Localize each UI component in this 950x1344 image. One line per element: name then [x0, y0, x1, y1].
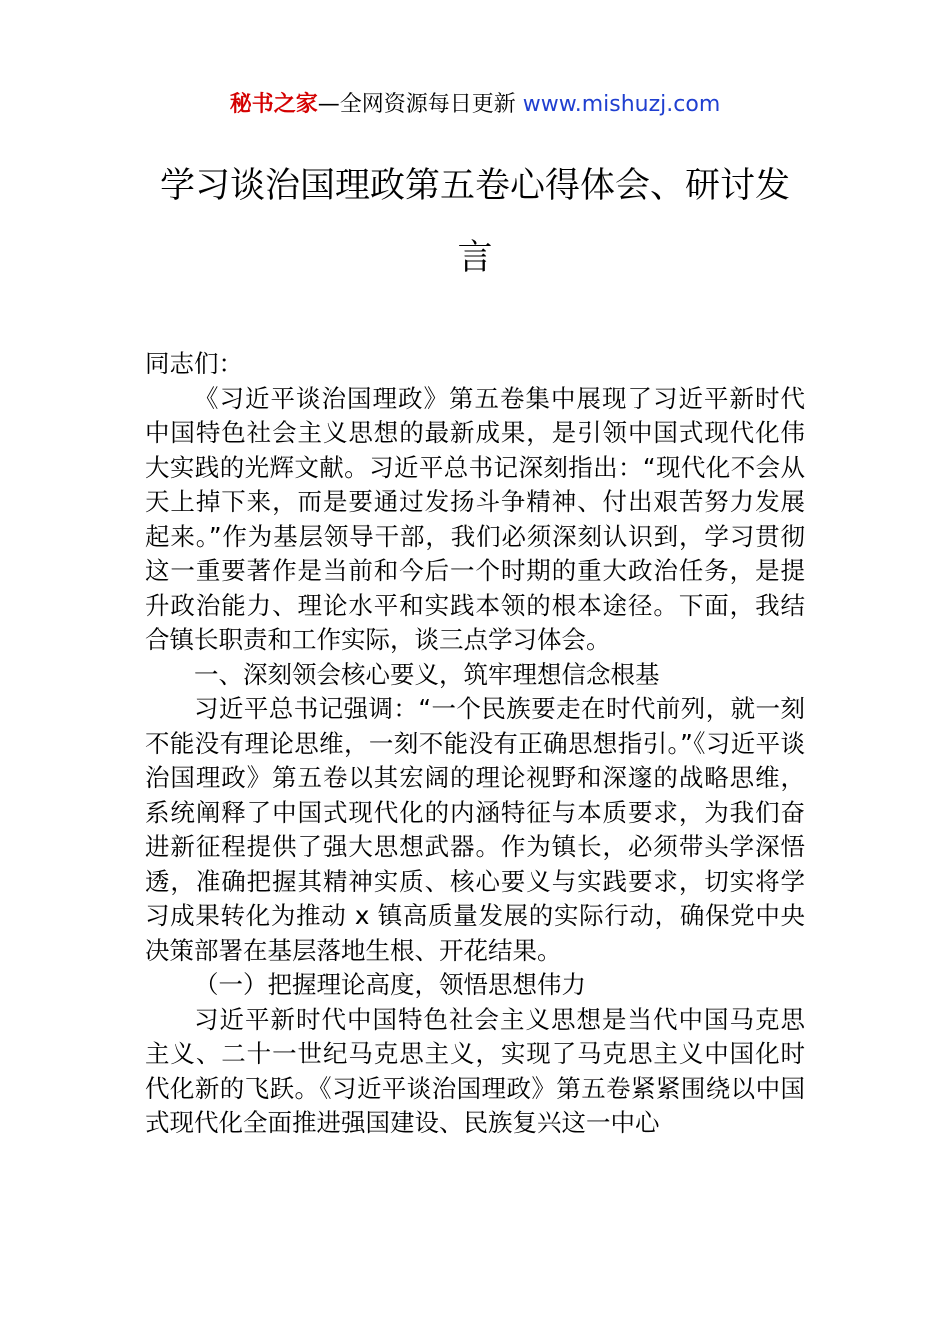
- paragraph-section1: 习近平总书记强调：“一个民族要走在时代前列，就一刻不能没有理论思维，一刻不能没有正确思想指引。”《习近平谈治国理政》第五卷以其宏阔的理论视野和深邃的战略思维，系统阐释了中国式现代化的内涵特征与本质要求，为我们奋进新征程提供了强大思想武器。作为镇长，必须带头学深悟透，准确把握其精神实质、核心要义与实践要求，切实将学习成果转化为推动 x 镇高质量发展的实际行动，确保党中央决策部署在基层落地生根、开花结果。: [145, 694, 805, 965]
- site-url-link[interactable]: www.mishuzj.com: [522, 92, 721, 117]
- paragraph-subsection1: 习近平新时代中国特色社会主义思想是当代中国马克思主义、二十一世纪马克思主义，实现了马克思主义中国化时代化新的飞跃。《习近平谈治国理政》第五卷紧紧围绕以中国式现代化全面推进强国建设、民族复兴这一中心: [145, 1004, 805, 1137]
- header-tagline: —全网资源每日更新: [317, 92, 523, 117]
- site-header: [0, 88, 950, 122]
- subsection-heading: （一）把握理论高度，领悟思想伟力: [194, 970, 586, 999]
- paragraph-intro: 《习近平谈治国理政》第五卷集中展现了习近平新时代中国特色社会主义思想的最新成果，是引领中国式现代化伟大实践的光辉文献。习近平总书记深刻指出：“现代化不会从天上掉下来，而是要通过发扬斗争精神、付出艰苦努力发展起来。”作为基层领导干部，我们必须深刻认识到，学习贯彻这一重要著作是当前和今后一个时期的重大政治任务，是提升政治能力、理论水平和实践本领的根本途径。下面，我结合镇长职责和工作实际，谈三点学习体会。: [145, 383, 805, 654]
- document-title: 学习谈治国理政第五卷心得体会、研讨发言: [159, 166, 790, 278]
- salutation: 同志们：: [145, 349, 243, 378]
- section-heading: 一、深刻领会核心要义，筑牢理想信念根基: [194, 659, 660, 689]
- brand-name: 秘书之家: [229, 92, 318, 117]
- document-body: [145, 347, 805, 1141]
